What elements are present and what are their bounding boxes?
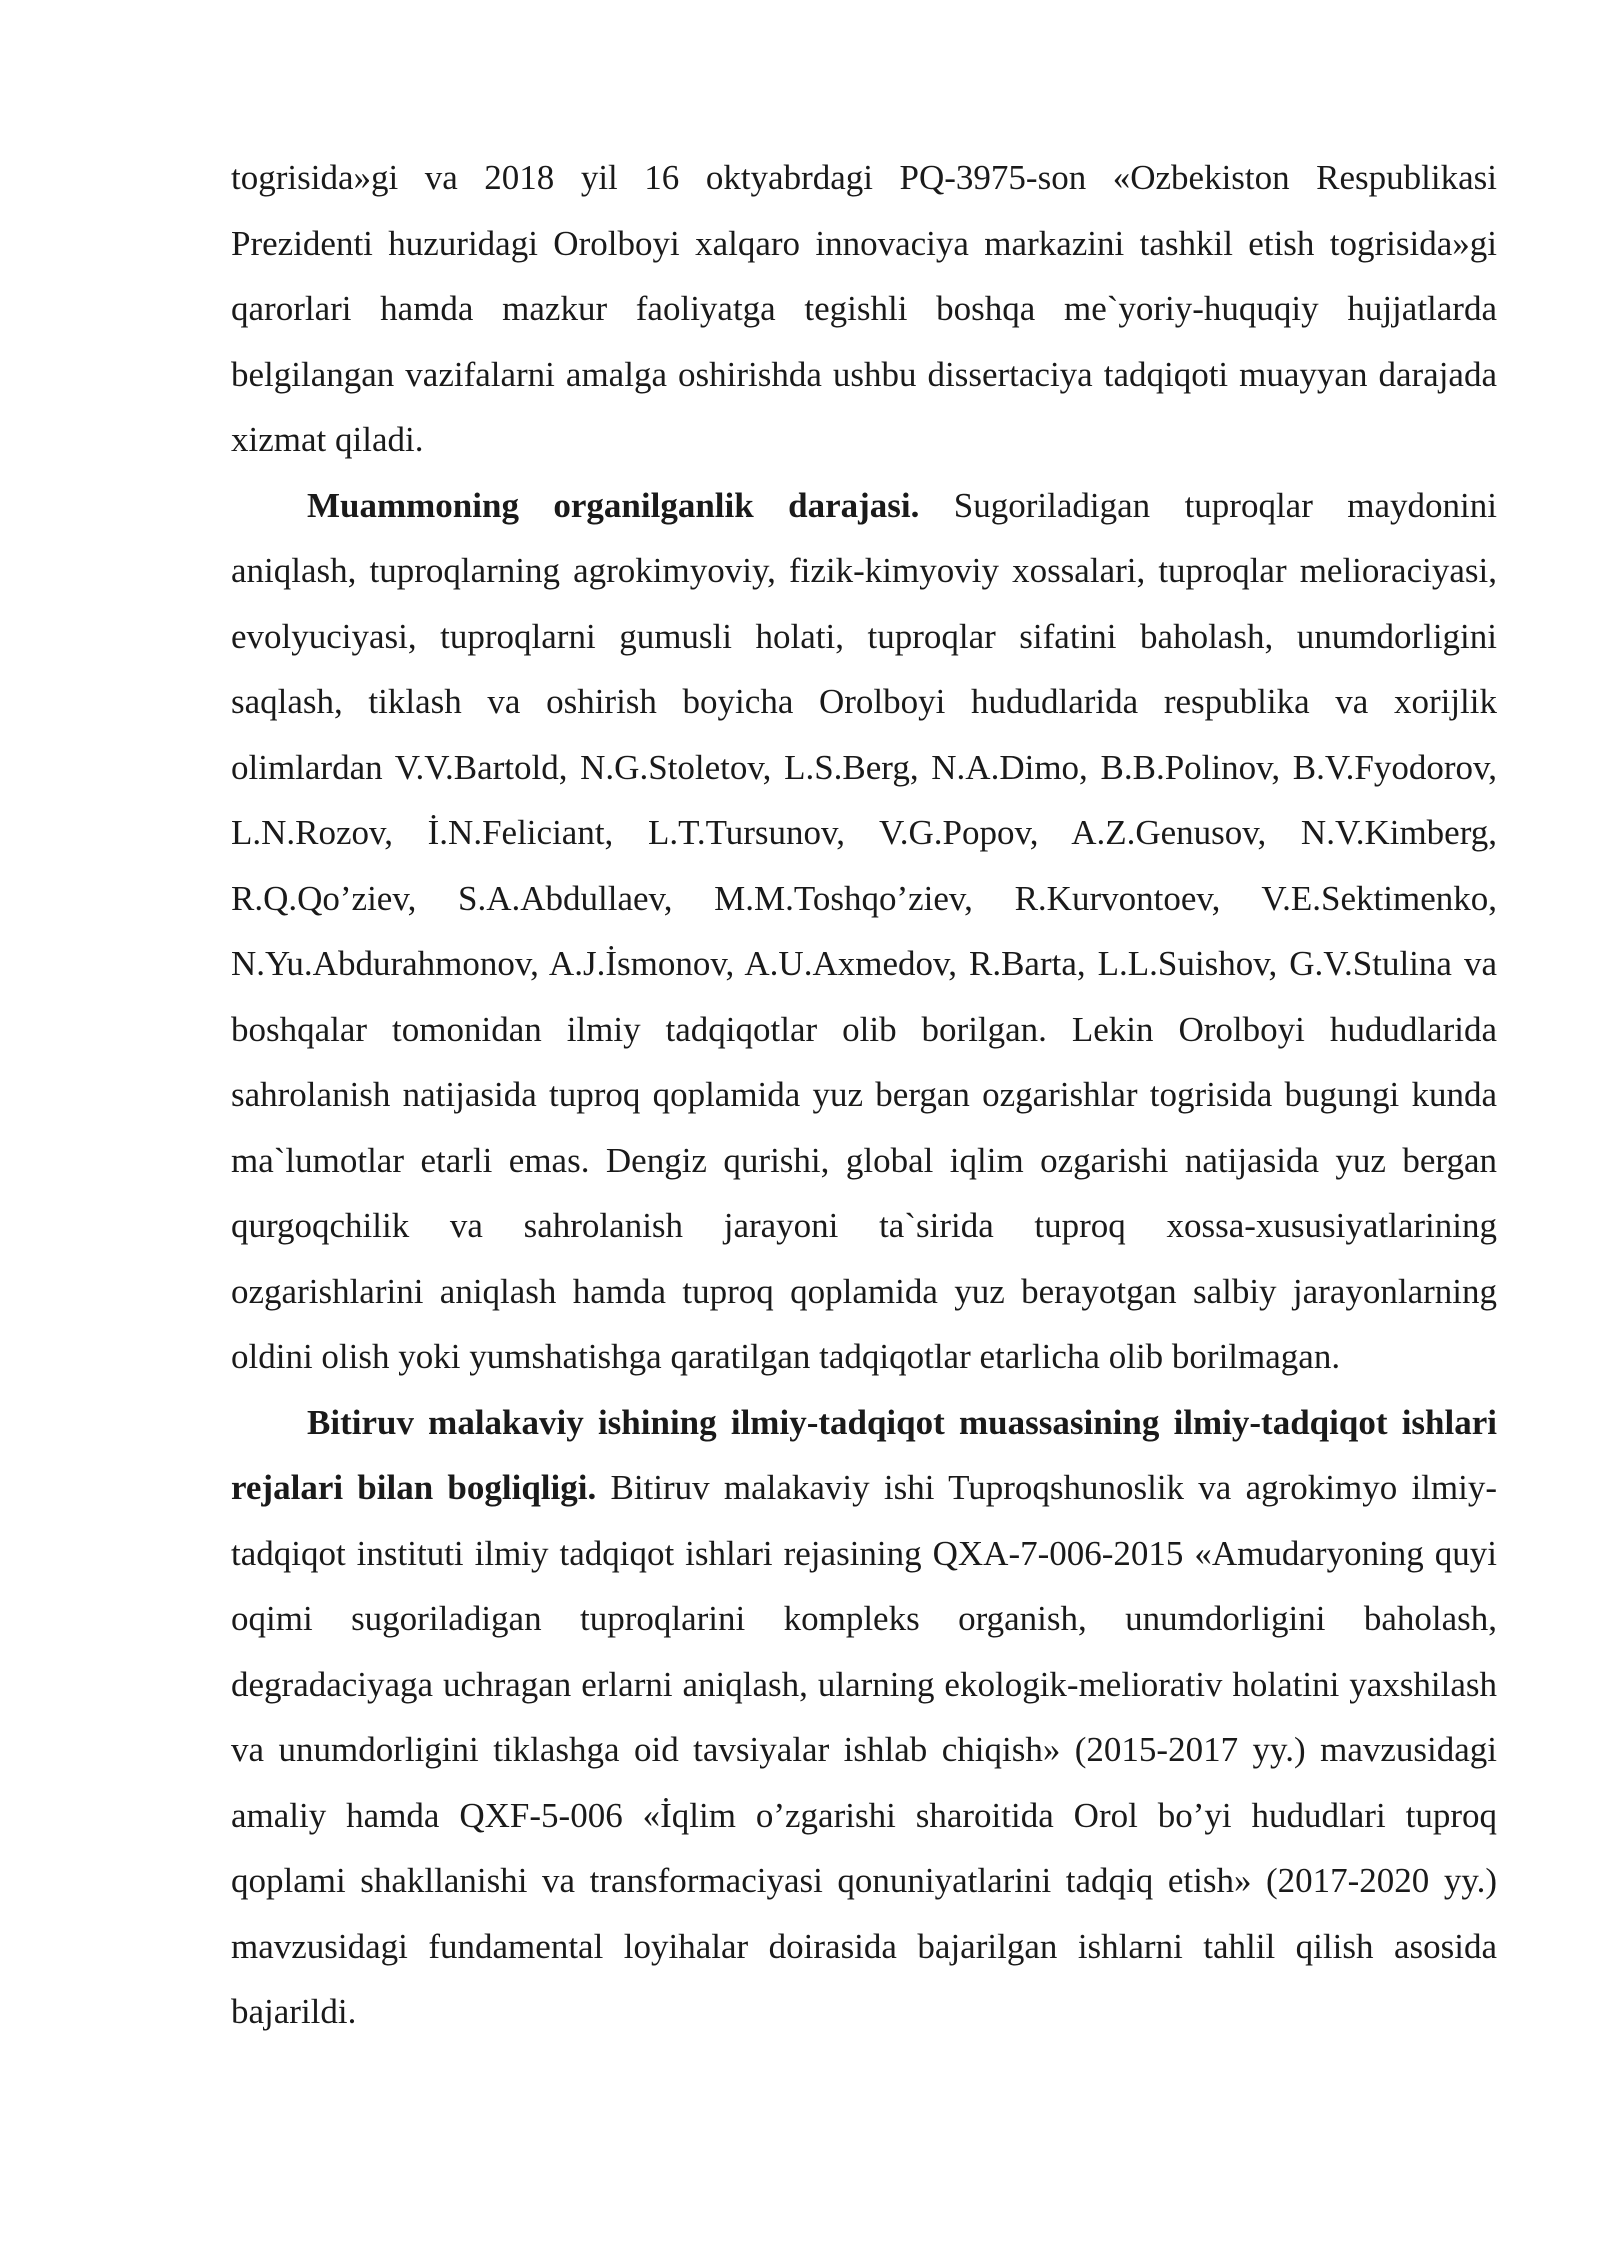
paragraph-text: togrisida»gi va 2018 yil 16 oktyabrdagi PQ-3975-son «Ozbekiston Respublikasi Prezidenti huzuridagi Orolboyi xalqaro innovaciya markazini tashkil etish togrisida»gi qarorlari hamda mazkur faoliyatga tegishli boshqa me`yoriy-huquqiy hujjatlarda belgilangan vazifalarni amalga oshirishda ushbu dissertaciya tadqiqoti muayyan darajada xizmat qiladi. [231, 158, 1497, 459]
section-heading: Muammoning organilganlik darajasi. [307, 485, 920, 525]
document-page [231, 145, 1497, 2045]
section-heading: Bitiruv malakaviy ishining ilmiy-tadqiqot muassasining ilmiy-tadqiqot ishlari rejalari bilan bogliqligi. [231, 1402, 1497, 1507]
paragraph-text: Bitiruv malakaviy ishi Tuproqshunoslik va agrokimyo ilmiy-tadqiqot instituti ilmiy tadqiqot ishlari rejasining QXA-7-006-2015 «Amudaryoning quyi oqimi sugoriladigan tuproqlarini kompleks organish, unumdorligini baholash, degradaciyaga uchragan erlarni aniqlash, ularning ekologik-meliorativ holatini yaxshilash va unumdorligini tiklashga oid tavsiyalar ishlab chiqish» (2015-2017 yy.) mavzusidagi amaliy hamda QXF-5-006 «İqlim o’zgarishi sharoitida Orol bo’yi hududlari tuproq qoplami shakllanishi va transformaciyasi qonuniyatlarini tadqiq etish» (2017-2020 yy.) mavzusidagi fundamental loyihalar doirasida bajarilgan ishlarni tahlil qilish asosida bajarildi. [231, 1468, 1497, 2031]
paragraph-research-plan-link [231, 1390, 1497, 2045]
paragraph-continuation [231, 145, 1497, 473]
paragraph-text: Sugoriladigan tuproqlar maydonini aniqlash, tuproqlarning agrokimyoviy, fizik-kimyoviy xossalari, tuproqlar melioraciyasi, evolyuciyasi, tuproqlarni gumusli holati, tuproqlar sifatini baholash, unumdorligini saqlash, tiklash va oshirish boyicha Orolboyi hududlarida respublika va xorijlik olimlardan V.V.Bartold, N.G.Stoletov, L.S.Berg, N.A.Dimo, B.B.Polinov, B.V.Fyodorov, L.N.Rozov, İ.N.Feliciant, L.T.Tursunov, V.G.Popov, A.Z.Genusov, N.V.Kimberg, R.Q.Qo’ziev, S.A.Abdullaev, M.M.Toshqo’ziev, R.Kurvontoev, V.E.Sektimenko, N.Yu.Abdurahmonov, A.J.İsmonov, A.U.Axmedov, R.Barta, L.L.Suishov, G.V.Stulina va boshqalar tomonidan ilmiy tadqiqotlar olib borilgan. Lekin Orolboyi hududlarida sahrolanish natijasida tuproq qoplamida yuz bergan ozgarishlar togrisida bugungi kunda ma`lumotlar etarli emas. Dengiz qurishi, global iqlim ozgarishi natijasida yuz bergan qurgoqchilik va sahrolanish jarayoni ta`sirida tuproq xossa-xususiyatlarining ozgarishlarini aniqlash hamda tuproq qoplamida yuz berayotgan salbiy jarayonlarning oldini olish yoki yumshatishga qaratilgan tadqiqotlar etarlicha olib borilmagan. [231, 485, 1497, 1376]
paragraph-research-level [231, 473, 1497, 1390]
